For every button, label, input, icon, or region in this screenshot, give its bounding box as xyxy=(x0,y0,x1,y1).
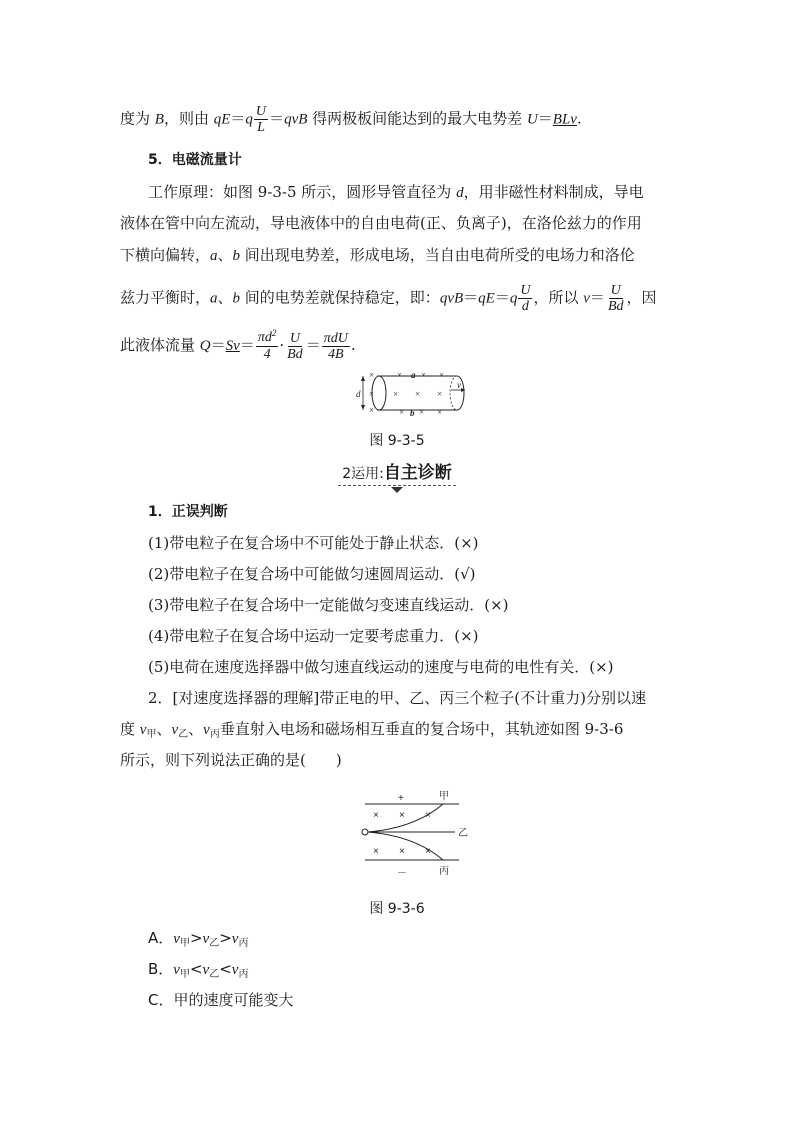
fraction-denominator: d xyxy=(521,299,529,314)
answer-BLv: BLv xyxy=(552,111,577,128)
var-d: d xyxy=(456,185,464,201)
option-label: B． xyxy=(148,960,174,978)
text: 度为 xyxy=(120,109,155,128)
var-v: v xyxy=(202,931,210,947)
var-a: a xyxy=(210,248,218,264)
question-line: 2．[对速度选择器的理解]带正电的甲、乙、丙三个粒子(不计重力)分别以速 xyxy=(148,689,646,707)
fraction-denominator: L xyxy=(257,120,265,135)
cross-mark: × xyxy=(419,407,425,416)
equals: ＝ xyxy=(239,336,255,354)
question-heading: 1．正误判断 xyxy=(148,504,228,520)
paragraph-line xyxy=(148,182,644,203)
subscript: 甲 xyxy=(179,938,190,949)
label-bing: 丙 xyxy=(439,866,449,877)
cross-mark: × xyxy=(369,405,375,415)
path-jia xyxy=(368,804,443,832)
arrow-up-icon xyxy=(361,376,365,381)
text: 兹力平衡时， xyxy=(120,288,211,307)
path-bing xyxy=(368,832,443,860)
expr-qE: qE xyxy=(213,111,231,128)
text: ，所以 xyxy=(533,288,584,307)
banner-prefix: 2运用: xyxy=(342,466,384,482)
fraction-U-Bd xyxy=(606,283,626,314)
var-v: v xyxy=(171,722,179,738)
expr-qE: qE xyxy=(478,290,495,307)
pipe-right-end-hidden xyxy=(450,376,457,410)
judgement-item: (2)带电粒子在复合场中可能做匀速圆周运动．(√) xyxy=(148,565,476,583)
cross-mark: × xyxy=(439,370,445,380)
entry-point xyxy=(362,829,368,835)
var-v: v xyxy=(231,931,239,947)
expr-qvB: qvB xyxy=(439,290,464,307)
var-v: v xyxy=(203,722,210,738)
label-d: d xyxy=(356,389,361,399)
option-b[interactable] xyxy=(148,959,248,982)
fraction-numerator: U xyxy=(255,104,267,119)
option-label: A． xyxy=(148,929,174,947)
text: 工作原理：如图 9-3-5 所示，圆形导管直径为 xyxy=(148,183,457,201)
cross-mark: × xyxy=(421,370,427,380)
operator: < xyxy=(219,960,232,978)
label-b: b xyxy=(410,408,415,416)
judgement-item: (1)带电粒子在复合场中不可能处于静止状态．(×) xyxy=(148,534,479,552)
cross-mark: × xyxy=(399,846,405,857)
subscript: 甲 xyxy=(146,729,157,740)
text: 、 xyxy=(217,246,233,264)
var-q: q xyxy=(509,290,518,307)
banner-title: 自主诊断 xyxy=(383,463,452,483)
label-minus: － xyxy=(397,868,407,879)
var-b: b xyxy=(232,248,241,264)
text: 垂直射入电场和磁场相互垂直的复合场中，其轨迹如图 9-3-6 xyxy=(219,720,624,738)
var-v: v xyxy=(173,962,180,978)
figure-caption: 图 9-3-6 xyxy=(369,901,425,917)
equals: ＝ xyxy=(463,288,479,307)
text: ，则由 xyxy=(163,109,214,128)
fraction-numerator: U xyxy=(520,283,531,298)
paragraph-line xyxy=(120,330,356,362)
var-Q: Q xyxy=(199,338,211,354)
equals: ＝ xyxy=(269,109,285,128)
fraction-U-d xyxy=(518,283,532,314)
text: 间出现电势差，形成电场，当自由电荷所受的电场力和洛伦 xyxy=(240,246,635,264)
subscript: 乙 xyxy=(209,969,220,980)
label-jia: 甲 xyxy=(439,791,449,802)
cross-mark: × xyxy=(415,389,421,399)
var-a: a xyxy=(210,290,218,307)
var-v: v xyxy=(139,722,147,738)
var-v: v xyxy=(202,962,210,978)
velocity-selector-figure xyxy=(355,788,505,880)
var-v: v xyxy=(173,931,180,947)
fraction-U-L xyxy=(254,104,268,135)
cross-mark: × xyxy=(425,810,431,821)
triangle-down-icon xyxy=(391,487,403,493)
pipe-left-end xyxy=(372,376,386,410)
arrow-down-icon xyxy=(361,405,365,410)
var-v: v xyxy=(583,290,590,307)
text: 、 xyxy=(217,288,233,307)
cross-mark: × xyxy=(373,846,379,857)
cross-mark: × xyxy=(393,389,399,399)
flow-meter-figure xyxy=(355,368,475,416)
period: . xyxy=(350,336,356,354)
equals: ＝ xyxy=(494,288,510,307)
fraction-denominator: Bd xyxy=(287,346,303,362)
subscript: 丙 xyxy=(238,969,249,980)
cross-mark: × xyxy=(399,810,405,821)
fraction-numerator: U xyxy=(289,330,300,346)
answer-Sv: Sv xyxy=(225,338,240,354)
figure-caption: 图 9-3-5 xyxy=(369,433,425,449)
question-line xyxy=(120,719,623,742)
paragraph-line-1 xyxy=(120,104,582,135)
var-U: U xyxy=(526,111,538,128)
var-b: b xyxy=(232,290,241,307)
paragraph-line: 液体在管中向左流动，导电液体中的自由电荷(正、负离子)，在洛伦兹力的作用 xyxy=(120,214,642,232)
text: 间的电势差就保持稳定，即： xyxy=(240,288,440,307)
section-heading: 5．电磁流量计 xyxy=(148,152,242,168)
judgement-item: (3)带电粒子在复合场中一定能做匀变速直线运动．(×) xyxy=(148,596,509,614)
cross-mark: × xyxy=(437,407,443,416)
label-v: v xyxy=(457,380,461,390)
separator: 、 xyxy=(188,720,204,738)
text: 下横向偏转， xyxy=(120,246,211,264)
operator: < xyxy=(189,960,203,978)
fraction-pi-d2-4 xyxy=(256,330,279,362)
fraction-U-Bd xyxy=(285,331,305,362)
section-banner xyxy=(0,458,794,486)
banner-box xyxy=(338,458,456,486)
numerator-text: πd xyxy=(257,330,272,345)
equals: ＝ xyxy=(210,336,226,354)
var-q: q xyxy=(245,111,253,128)
subscript: 丙 xyxy=(209,729,220,740)
dot: · xyxy=(279,336,285,354)
fraction-numerator xyxy=(256,330,279,347)
label-plus: + xyxy=(398,793,404,804)
text: ，因 xyxy=(626,288,657,307)
judgement-item: (5)电荷在速度选择器中做匀速直线运动的速度与电荷的电性有关．(×) xyxy=(148,658,614,676)
superscript: 2 xyxy=(271,328,277,338)
equals: ＝ xyxy=(589,288,605,307)
equals: ＝ xyxy=(537,109,553,128)
paragraph-line xyxy=(120,283,657,314)
period: . xyxy=(576,109,582,128)
operator: > xyxy=(189,929,203,947)
text: 此液体流量 xyxy=(120,336,200,354)
subscript: 甲 xyxy=(179,969,190,980)
text: 度 xyxy=(120,720,140,738)
equals: ＝ xyxy=(305,336,321,354)
separator: 、 xyxy=(156,720,172,738)
cross-mark: × xyxy=(437,389,443,399)
fraction-pidU-4B xyxy=(322,331,350,362)
fraction-denominator: 4 xyxy=(263,347,271,362)
cross-mark: × xyxy=(369,370,375,380)
label-yi: 乙 xyxy=(458,828,468,839)
cross-mark: × xyxy=(399,407,405,416)
subscript: 丙 xyxy=(238,938,249,949)
fraction-numerator: πdU xyxy=(323,330,348,346)
var-v: v xyxy=(231,962,239,978)
cross-mark: × xyxy=(373,810,379,821)
subscript: 乙 xyxy=(178,729,189,740)
option-a[interactable] xyxy=(148,928,248,951)
paragraph-line xyxy=(120,245,635,266)
cross-mark: × xyxy=(369,389,375,399)
text: 得两极板间能达到的最大电势差 xyxy=(307,109,527,128)
equals: ＝ xyxy=(230,109,246,128)
fraction-numerator: U xyxy=(610,283,621,298)
cross-mark: × xyxy=(425,846,431,857)
cross-mark: × xyxy=(397,370,403,380)
subscript: 乙 xyxy=(209,938,220,949)
text: ，用非磁性材料制成，导电 xyxy=(463,183,644,201)
option-c[interactable]: C．甲的速度可能变大 xyxy=(148,991,294,1009)
label-a: a xyxy=(411,370,416,380)
expr-qvB: qvB xyxy=(284,111,308,128)
var-B: B xyxy=(154,111,164,128)
question-line: 所示，则下列说法正确的是( ) xyxy=(120,751,342,769)
fraction-denominator: 4B xyxy=(327,346,344,362)
fraction-denominator: Bd xyxy=(607,299,624,314)
operator: > xyxy=(219,929,232,947)
judgement-item: (4)带电粒子在复合场中运动一定要考虑重力．(×) xyxy=(148,627,479,645)
